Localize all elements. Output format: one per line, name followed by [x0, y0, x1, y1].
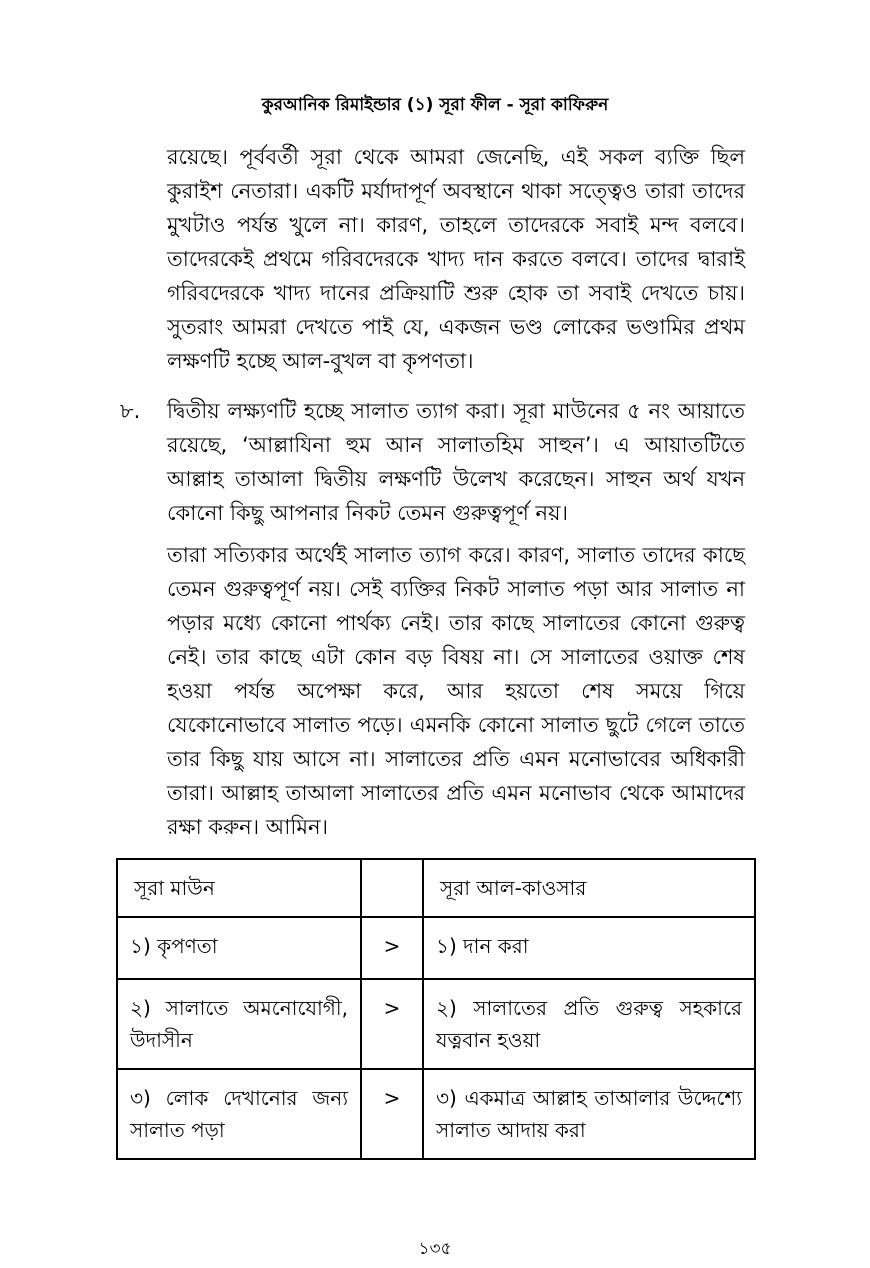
- comparison-table: [116, 858, 756, 1160]
- table-cell: >: [361, 917, 423, 979]
- table-cell: ২) সালাতের প্রতি গুরুত্ব সহকারে যত্নবান হওয়া: [423, 979, 755, 1069]
- table-cell: ১) কৃপণতা: [117, 917, 361, 979]
- table-row: [117, 1069, 755, 1159]
- table-cell: ৩) লোক দেখানোর জন্য সালাত পড়া: [117, 1069, 361, 1159]
- table-header-row: [117, 859, 755, 917]
- table-row: [117, 979, 755, 1069]
- table-header-cell: সূরা আল-কাওসার: [423, 859, 755, 917]
- table-row: [117, 917, 755, 979]
- table-cell: ১) দান করা: [423, 917, 755, 979]
- page-number: ১৩৫: [418, 1239, 452, 1259]
- table-cell: >: [361, 1069, 423, 1159]
- list-item-8-text: দ্বিতীয় লক্ষ্যণটি হচ্ছে সালাত ত্যাগ করা। সূরা মাউনের ৫ নং আয়াতে রয়েছে, ‘আল্লাযিনা হুম আন সালাতহিম সাহুন’। এ আয়াতটিতে আল্লাহ তাআলা দ্বিতীয় লক্ষণটি উলেখ করেছেন। সাহুন অর্থ যখন কোনো কিছু আপনার নিকট তেমন গুরুত্বপূর্ণ নয়।: [167, 399, 745, 525]
- table-cell: >: [361, 979, 423, 1069]
- table-cell: ২) সালাতে অমনোযোগী, উদাসীন: [117, 979, 361, 1069]
- table-header-cell: সূরা মাউন: [117, 859, 361, 917]
- table-header-cell: [361, 859, 423, 917]
- paragraph-explanation: তারা সত্যিকার অর্থেই সালাত ত্যাগ করে। কারণ, সালাত তাদের কাছে তেমন গুরুত্বপূর্ণ নয়। সেই ব্যক্তির নিকট সালাত পড়া আর সালাত না পড়ার মধ্যে কোনো পার্থক্য নেই। তার কাছে সালাতের কোনো গুরুত্ব নেই। তার কাছে এটা কোন বড় বিষয় না। সে সালাতের ওয়াক্ত শেষ হওয়া পর্যন্ত অপেক্ষা করে, আর হয়তো শেষ সময়ে গিয়ে যেকোনোভাবে সালাত পড়ে। এমনকি কোনো সালাত ছুটে গেলে তাতে তার কিছু যায় আসে না। সালাতের প্রতি এমন মনোভাবের অধিকারী তারা। আল্লাহ তাআলা সালাতের প্রতি এমন মনোভাব থেকে আমাদের রক্ষা করুন। আমিন।: [167, 543, 745, 839]
- table-cell: ৩) একমাত্র আল্লাহ তাআলার উদ্দেশ্যে সালাত আদায় করা: [423, 1069, 755, 1159]
- running-head: কুরআনিক রিমাইন্ডার (১) সূরা ফীল - সূরা কাফিরুন: [261, 95, 609, 115]
- paragraph-continuation: রয়েছে। পূর্ববর্তী সূরা থেকে আমরা জেনেছি, এই সকল ব্যক্তি ছিল কুরাইশ নেতারা। একটি মর্যাদাপূর্ণ অবস্থানে থাকা সত্ত্বেও তারা তাদের মুখটাও পর্যন্ত খুলে না। কারণ, তাহলে তাদেরকে সবাই মন্দ বলবে। তাদেরকেই প্রথমে গরিবদেরকে খাদ্য দান করতে বলবে। তাদের দ্বারাই গরিবদেরকে খাদ্য দানের প্রক্রিয়াটি শুরু হোক তা সবাই দেখতে চায়। সুতরাং আমরা দেখতে পাই যে, একজন ভণ্ড লোকের ভণ্ডামির প্রথম লক্ষণটি হচ্ছে আল-বুখল বা কৃপণতা।: [167, 145, 745, 373]
- list-item-number: ৮.: [120, 399, 141, 423]
